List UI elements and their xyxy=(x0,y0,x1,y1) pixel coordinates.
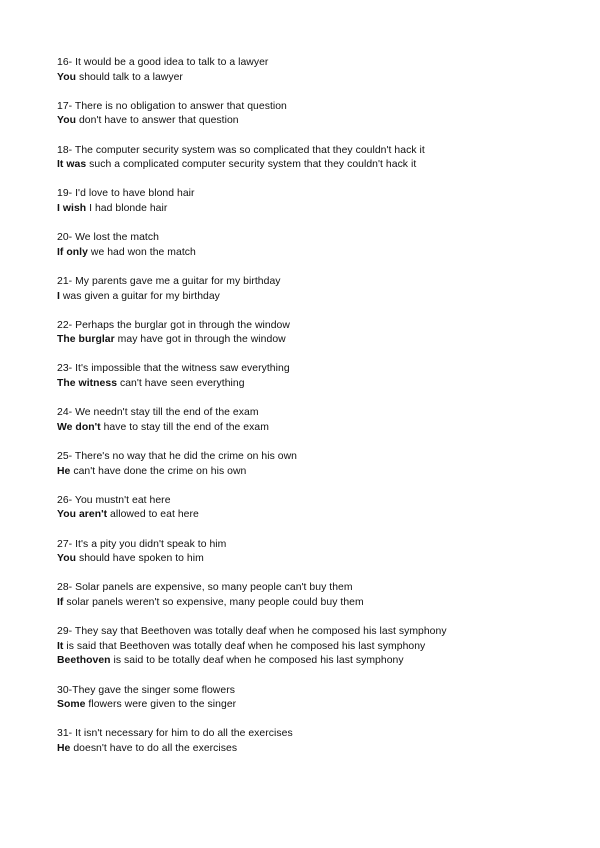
exercise-answer xyxy=(57,158,577,173)
answer-rest: we had won the match xyxy=(87,246,196,258)
exercise-prompt: 26- You mustn't eat here xyxy=(57,494,171,506)
exercise-item xyxy=(57,231,577,260)
exercise-prompt: 19- I'd love to have blond hair xyxy=(57,188,195,200)
exercise-answer xyxy=(57,508,577,523)
answer-rest: solar panels weren't so expensive, many people could buy them xyxy=(63,596,364,608)
answer-keyword: It was xyxy=(57,159,87,171)
exercise-prompt: 24- We needn't stay till the end of the exam xyxy=(57,407,259,419)
answer-rest: have to stay till the end of the exam xyxy=(100,421,269,433)
exercise-prompt: 31- It isn't necessary for him to do all the exercises xyxy=(57,728,293,740)
answer-keyword: He xyxy=(57,742,71,754)
exercise-answer xyxy=(57,290,577,305)
exercise-prompt: 27- It's a pity you didn't speak to him xyxy=(57,538,227,550)
exercise-prompt: 16- It would be a good idea to talk to a lawyer xyxy=(57,57,269,68)
exercise-item xyxy=(57,406,577,435)
exercise-prompt: 17- There is no obligation to answer that question xyxy=(57,100,287,112)
exercise-prompt: 30-They gave the singer some flowers xyxy=(57,684,235,696)
answer-keyword: It xyxy=(57,640,64,652)
exercise-answer xyxy=(57,333,577,348)
exercise-item xyxy=(57,494,577,523)
exercise-item xyxy=(57,727,577,756)
answer-keyword: I wish xyxy=(57,202,87,214)
exercise-answer xyxy=(57,71,577,86)
exercise-item xyxy=(57,450,577,479)
answer-keyword: Beethoven xyxy=(57,655,111,667)
exercise-prompt: 20- We lost the match xyxy=(57,232,159,244)
answer-rest: can't have done the crime on his own xyxy=(70,465,247,477)
answer-rest: is said that Beethoven was totally deaf when he composed his last symphony xyxy=(63,640,426,652)
exercise-answer xyxy=(57,202,577,217)
exercise-answer xyxy=(57,421,577,436)
exercise-answer xyxy=(57,114,577,129)
answer-keyword: We don't xyxy=(57,421,101,433)
exercise-item xyxy=(57,100,577,129)
exercise-prompt: 29- They say that Beethoven was totally deaf when he composed his last symphony xyxy=(57,626,447,638)
answer-keyword: I xyxy=(57,290,60,302)
exercise-prompt: 22- Perhaps the burglar got in through the window xyxy=(57,319,290,331)
answer-keyword: You xyxy=(57,115,77,127)
answer-keyword: You xyxy=(57,553,77,565)
exercise-answer xyxy=(57,698,577,713)
answer-rest: was given a guitar for my birthday xyxy=(59,290,220,302)
answer-keyword: If only xyxy=(57,246,88,258)
exercise-item xyxy=(57,625,577,669)
answer-rest: should have spoken to him xyxy=(76,553,204,565)
exercise-item xyxy=(57,581,577,610)
exercise-item xyxy=(57,56,577,85)
exercise-answer xyxy=(57,742,577,757)
answer-keyword: The witness xyxy=(57,378,118,390)
answer-rest: don't have to answer that question xyxy=(76,115,239,127)
answer-rest: I had blonde hair xyxy=(86,202,168,214)
exercise-answer xyxy=(57,640,577,655)
exercise-answer xyxy=(57,246,577,261)
exercise-answer xyxy=(57,596,577,611)
exercise-item xyxy=(57,275,577,304)
exercise-prompt: 18- The computer security system was so complicated that they couldn't hack it xyxy=(57,144,425,156)
exercise-item xyxy=(57,319,577,348)
document-page xyxy=(57,56,577,771)
answer-rest: should talk to a lawyer xyxy=(76,71,183,83)
answer-keyword: The burglar xyxy=(57,334,115,346)
answer-rest: allowed to eat here xyxy=(107,509,199,521)
exercise-prompt: 21- My parents gave me a guitar for my birthday xyxy=(57,275,281,287)
exercise-item xyxy=(57,144,577,173)
exercise-answer xyxy=(57,465,577,480)
answer-keyword: He xyxy=(57,465,71,477)
answer-rest: is said to be totally deaf when he composed his last symphony xyxy=(110,655,404,667)
answer-keyword: You aren't xyxy=(57,509,108,521)
answer-rest: can't have seen everything xyxy=(117,378,245,390)
exercise-item xyxy=(57,362,577,391)
answer-rest: may have got in through the window xyxy=(114,334,286,346)
answer-keyword: You xyxy=(57,71,77,83)
exercise-answer xyxy=(57,552,577,567)
answer-rest: such a complicated computer security system that they couldn't hack it xyxy=(86,159,417,171)
exercise-prompt: 25- There's no way that he did the crime on his own xyxy=(57,451,297,463)
exercise-answer xyxy=(57,654,577,669)
exercise-prompt: 23- It's impossible that the witness saw everything xyxy=(57,363,290,375)
answer-keyword: If xyxy=(57,596,64,608)
exercise-answer xyxy=(57,377,577,392)
answer-keyword: Some xyxy=(57,699,86,711)
exercise-item xyxy=(57,187,577,216)
answer-rest: doesn't have to do all the exercises xyxy=(70,742,238,754)
exercise-prompt: 28- Solar panels are expensive, so many people can't buy them xyxy=(57,582,353,594)
answer-rest: flowers were given to the singer xyxy=(85,699,237,711)
exercise-item xyxy=(57,684,577,713)
exercise-item xyxy=(57,538,577,567)
